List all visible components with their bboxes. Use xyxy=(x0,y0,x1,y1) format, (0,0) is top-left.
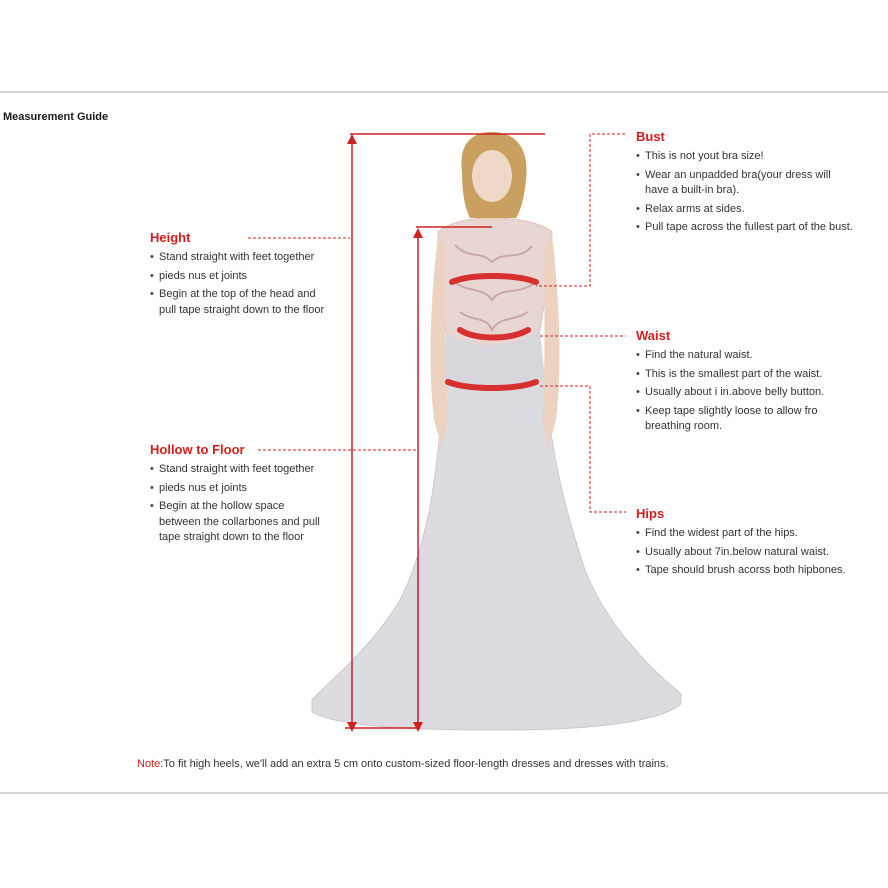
note-text: To fit high heels, we'll add an extra 5 cm onto custom-sized floor-length dresses and dresses with trains. xyxy=(163,758,669,770)
hips-section xyxy=(636,506,856,582)
list-item: • Begin at the top of the head and pull tape straight down to the floor xyxy=(150,287,328,318)
right-arm xyxy=(542,236,559,448)
list-item: • Usually about 7in.below natural waist. xyxy=(636,545,856,561)
list-item: • This is the smallest part of the waist. xyxy=(636,367,856,383)
list-item: • Relax arms at sides. xyxy=(636,202,856,218)
list-item: • Begin at the hollow space between the collarbones and pull tape straight down to the floor xyxy=(150,499,328,546)
list-item: • Tape should brush acorss both hipbones. xyxy=(636,563,856,579)
height-title: Height xyxy=(150,230,191,245)
waist-section xyxy=(636,328,856,438)
list-item: • pieds nus et joints xyxy=(150,481,328,497)
list-item: • Find the widest part of the hips. xyxy=(636,526,856,542)
list-item: • Usually about i in.above belly button. xyxy=(636,385,856,401)
hollow-section xyxy=(150,442,328,549)
waist-title: Waist xyxy=(636,328,671,343)
dress-skirt xyxy=(312,380,681,730)
list-item: • Wear an unpadded bra(your dress will have a built-in bra). xyxy=(636,168,856,199)
note xyxy=(137,758,669,770)
left-arm xyxy=(431,236,448,448)
bust-section xyxy=(636,129,856,239)
hollow-title: Hollow to Floor xyxy=(150,442,245,457)
bust-title: Bust xyxy=(636,129,665,144)
page-title: Measurement Guide xyxy=(3,111,109,123)
hips-title: Hips xyxy=(636,506,665,521)
list-item: • Stand straight with feet together xyxy=(150,250,328,266)
list-item: • This is not yout bra size! xyxy=(636,149,856,165)
face xyxy=(472,150,512,202)
list-item: • pieds nus et joints xyxy=(150,269,328,285)
height-section xyxy=(150,230,328,321)
list-item: • Pull tape across the fullest part of the bust. xyxy=(636,220,856,236)
list-item: • Stand straight with feet together xyxy=(150,462,328,478)
list-item: • Keep tape slightly loose to allow fro breathing room. xyxy=(636,404,856,435)
list-item: • Find the natural waist. xyxy=(636,348,856,364)
note-label: Note: xyxy=(137,758,164,770)
